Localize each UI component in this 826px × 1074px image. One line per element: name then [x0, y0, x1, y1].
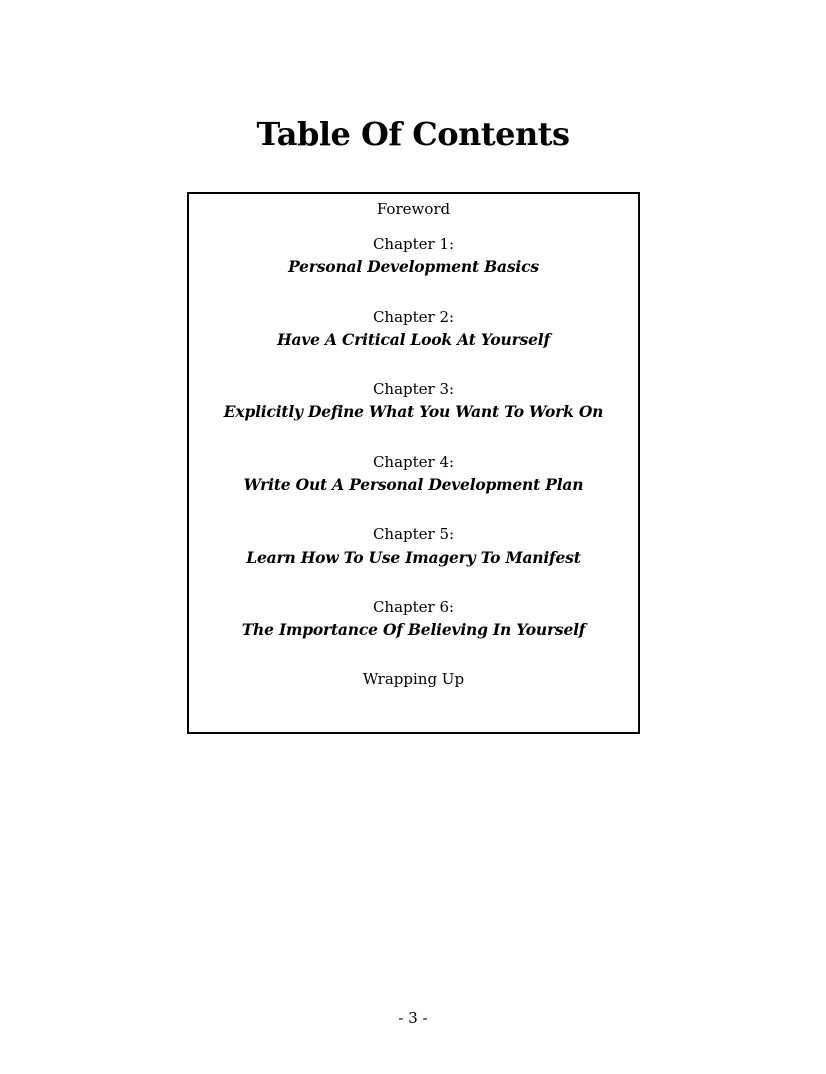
- chapter-3-label: Chapter 3:: [372, 380, 455, 398]
- chapter-5-label: Chapter 5:: [372, 525, 455, 543]
- chapter-3-title[interactable]: Explicitly Define What You Want To Work On: [223, 402, 604, 421]
- page-number: - 3 -: [398, 1009, 428, 1027]
- chapter-2-label: Chapter 2:: [372, 308, 455, 326]
- toc-entry-foreword[interactable]: Foreword: [376, 200, 451, 218]
- chapter-2-title[interactable]: Have A Critical Look At Yourself: [277, 330, 550, 349]
- chapter-6-title[interactable]: The Importance Of Believing In Yourself: [241, 620, 586, 639]
- chapter-1-title[interactable]: Personal Development Basics: [288, 257, 539, 276]
- table-of-contents-box: [187, 192, 640, 734]
- chapter-1-label: Chapter 1:: [372, 235, 455, 253]
- chapter-4-label: Chapter 4:: [372, 453, 455, 471]
- chapter-5-title[interactable]: Learn How To Use Imagery To Manifest: [246, 548, 581, 567]
- chapter-6-label: Chapter 6:: [372, 598, 455, 616]
- page-title: Table Of Contents: [256, 115, 570, 153]
- chapter-4-title[interactable]: Write Out A Personal Development Plan: [243, 475, 584, 494]
- toc-entry-wrapping-up[interactable]: Wrapping Up: [362, 670, 465, 688]
